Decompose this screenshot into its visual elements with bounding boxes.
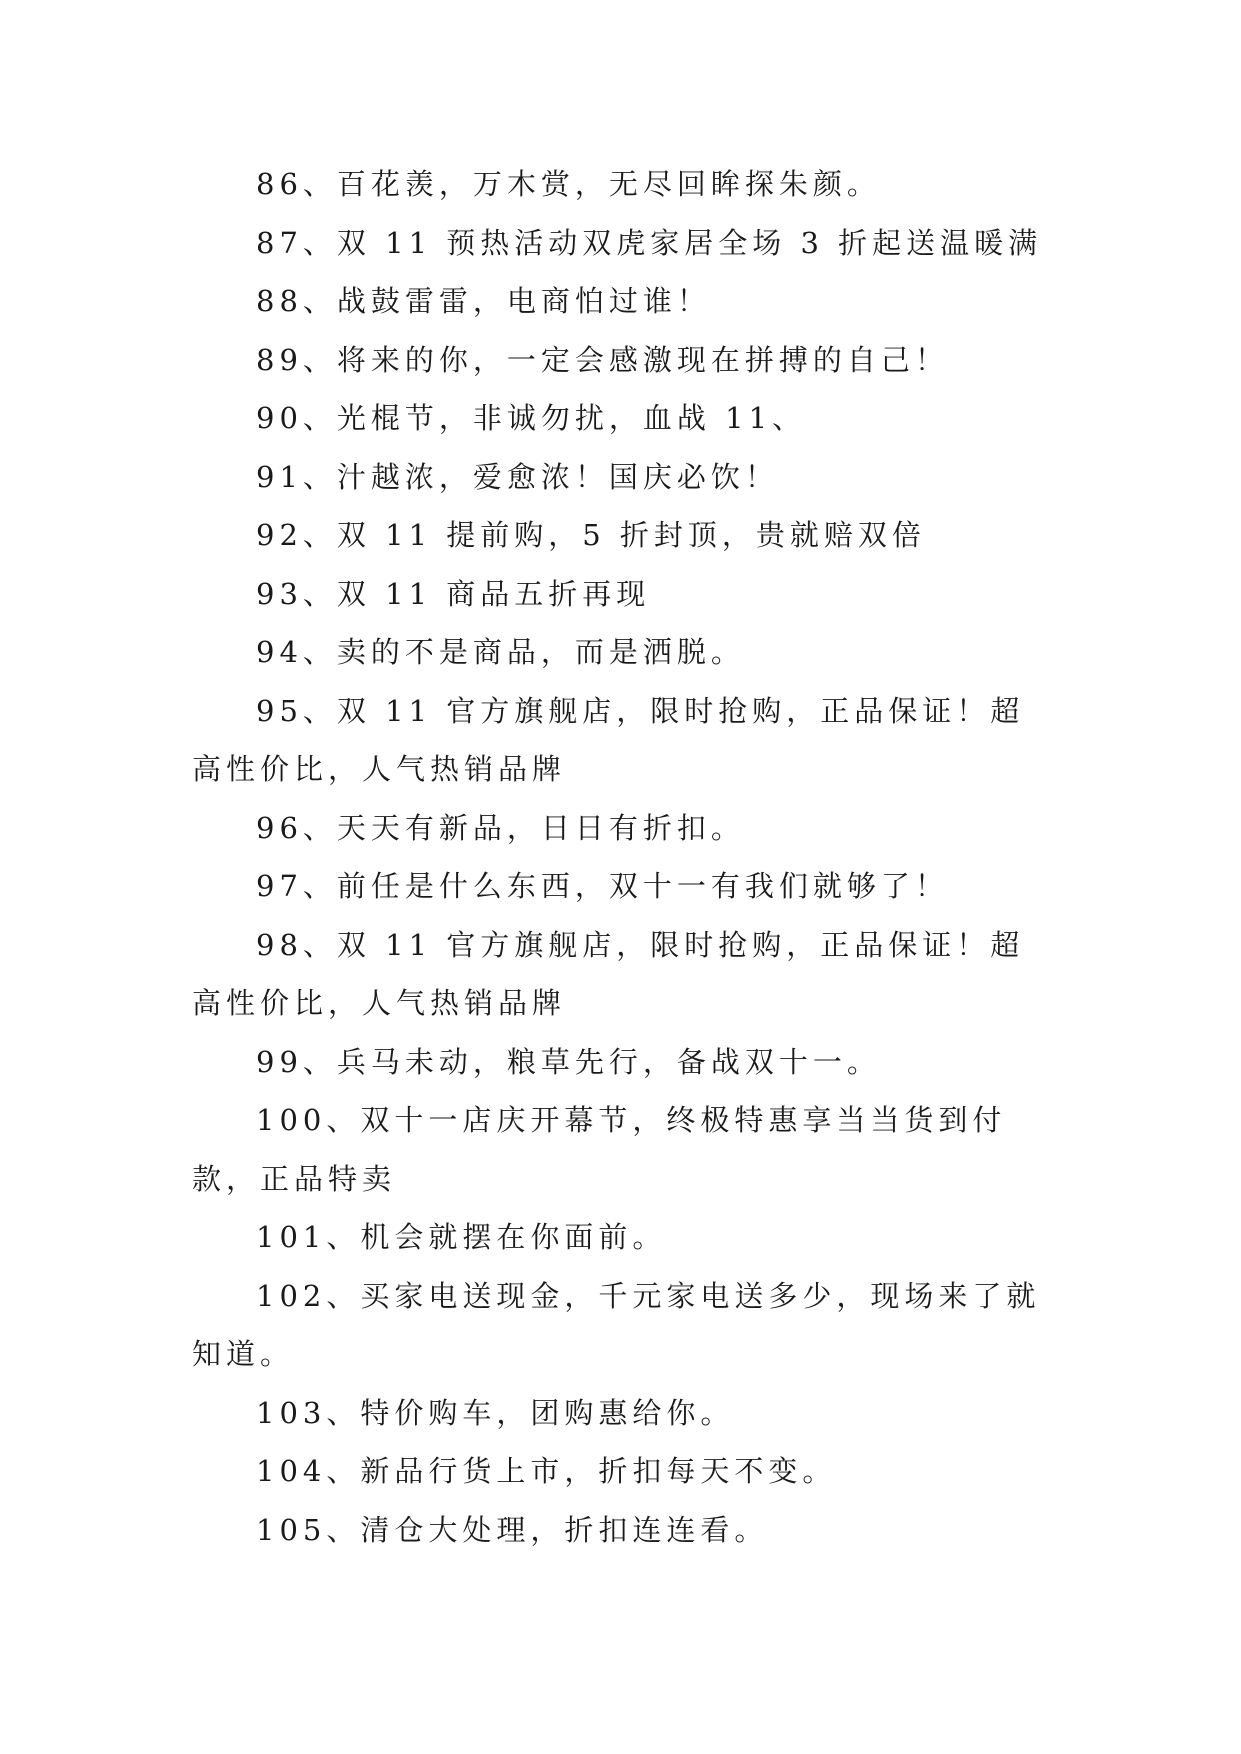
paragraph-89: 89、将来的你，一定会感激现在拼搏的自己！ xyxy=(256,342,949,377)
paragraph-99: 99、兵马未动，粮草先行，备战双十一。 xyxy=(256,1044,881,1079)
paragraph-97: 97、前任是什么东西，双十一有我们就够了！ xyxy=(256,869,949,903)
paragraph-92: 92、双 11 提前购，5 折封顶，贵就赔双倍 xyxy=(256,518,926,552)
paragraph-91: 91、汁越浓，爱愈浓！国庆必饮！ xyxy=(256,459,779,494)
paragraph-93: 93、双 11 商品五折再现 xyxy=(256,576,651,611)
paragraph-94: 94、卖的不是商品，而是洒脱。 xyxy=(256,635,745,669)
paragraph-96: 96、天天有新品，日日有折扣。 xyxy=(256,810,745,845)
paragraph-103: 103、特价购车，团购惠给你。 xyxy=(256,1395,735,1430)
paragraph-100: 100、双十一店庆开幕节，终极特惠享当当货到付款，正品特卖 xyxy=(192,1103,1007,1196)
paragraph-104: 104、新品行货上市，折扣每天不变。 xyxy=(256,1454,837,1488)
paragraph-95: 95、双 11 官方旗舰店，限时抢购，正品保证！超高性价比，人气热销品牌 xyxy=(192,693,1025,786)
paragraph-87: 87、双 11 预热活动双虎家居全场 3 折起送温暖满 xyxy=(256,225,1043,260)
paragraph-86: 86、百花羡，万木赏，无尽回眸探朱颜。 xyxy=(256,167,881,201)
paragraph-101: 101、机会就摆在你面前。 xyxy=(256,1220,667,1254)
paragraph-102: 102、买家电送现金，千元家电送多少，现场来了就知道。 xyxy=(192,1278,1041,1371)
document-body xyxy=(192,155,1050,1559)
paragraph-90: 90、光棍节，非诚勿扰，血战 11、 xyxy=(256,401,807,435)
paragraph-105: 105、清仓大处理，折扣连连看。 xyxy=(256,1512,769,1547)
paragraph-88: 88、战鼓雷雷，电商怕过谁！ xyxy=(256,284,711,318)
paragraph-98: 98、双 11 官方旗舰店，限时抢购，正品保证！超高性价比，人气热销品牌 xyxy=(192,927,1025,1020)
